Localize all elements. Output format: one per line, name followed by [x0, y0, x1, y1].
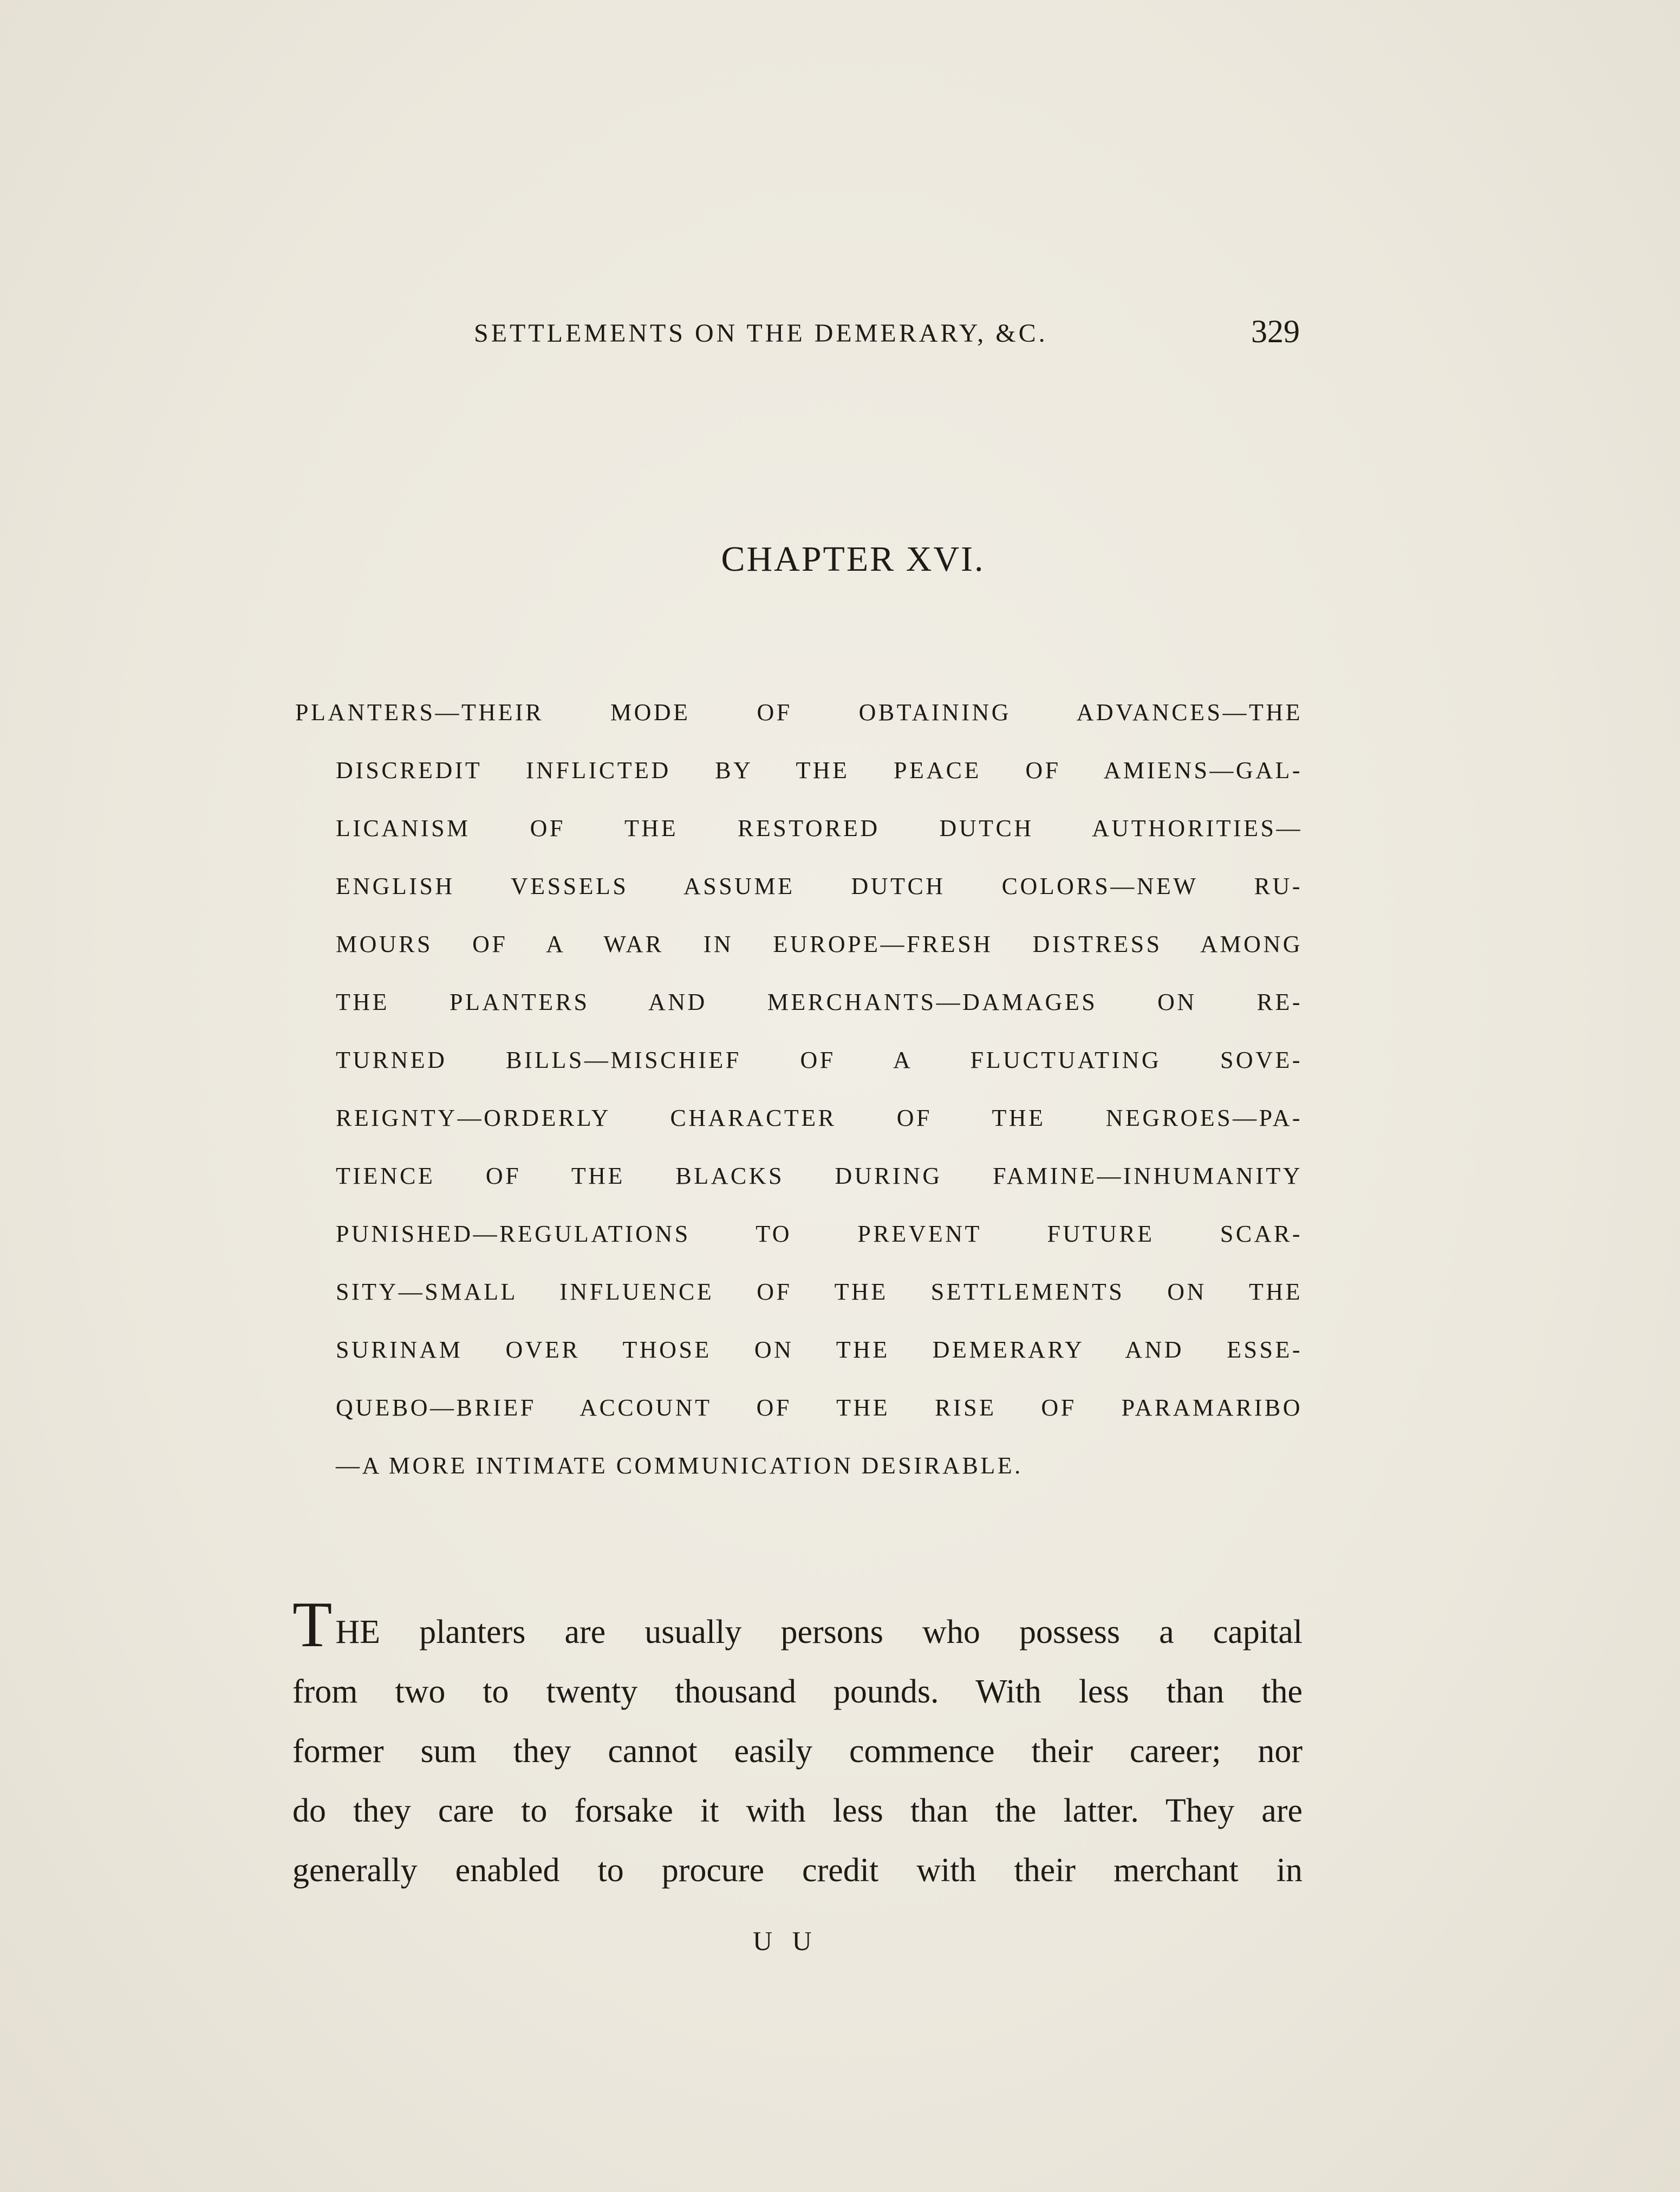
body-line [292, 1588, 1303, 1662]
synopsis-line: SITY—SMALL INFLUENCE OF THE SETTLEMENTS ON THE [336, 1278, 1303, 1305]
synopsis-line: PUNISHED—REGULATIONS TO PREVENT FUTURE SCAR- [336, 1221, 1303, 1247]
body-line: generally enabled to procure credit with their merchant in [292, 1852, 1303, 1889]
synopsis-line: THE PLANTERS AND MERCHANTS—DAMAGES ON RE- [336, 989, 1303, 1015]
body-line: former sum they cannot easily commence their career; nor [292, 1733, 1303, 1770]
body-line: do they care to forsake it with less than the latter. They are [292, 1792, 1303, 1829]
running-head-title: SETTLEMENTS ON THE DEMERARY, &C. [474, 319, 1048, 348]
synopsis-line: QUEBO—BRIEF ACCOUNT OF THE RISE OF PARAMARIBO [336, 1394, 1303, 1421]
body-line: from two to twenty thousand pounds. With less than the [292, 1673, 1303, 1710]
synopsis-line: TIENCE OF THE BLACKS DURING FAMINE—INHUMANITY [336, 1163, 1303, 1189]
chapter-synopsis [295, 683, 1303, 1495]
synopsis-line: TURNED BILLS—MISCHIEF OF A FLUCTUATING SOVE- [336, 1047, 1303, 1073]
signature-mark: U U [753, 1926, 818, 1956]
synopsis-line: PLANTERS—THEIR MODE OF OBTAINING ADVANCES—THE [295, 699, 1303, 726]
synopsis-line: SURINAM OVER THOSE ON THE DEMERARY AND ESSE- [336, 1336, 1303, 1363]
drop-cap: T [292, 1588, 333, 1660]
synopsis-line: ENGLISH VESSELS ASSUME DUTCH COLORS—NEW RU- [336, 873, 1303, 899]
page-number: 329 [1251, 314, 1300, 349]
synopsis-line: DISCREDIT INFLICTED BY THE PEACE OF AMIENS—GAL- [336, 757, 1303, 784]
synopsis-line: —A MORE INTIMATE COMMUNICATION DESIRABLE. [336, 1452, 1023, 1479]
body-line-text: HE planters are usually persons who possess a capital [335, 1614, 1303, 1650]
synopsis-line: REIGNTY—ORDERLY CHARACTER OF THE NEGROES—PA- [336, 1105, 1303, 1131]
body-paragraph [292, 1588, 1303, 1900]
synopsis-line: LICANISM OF THE RESTORED DUTCH AUTHORITIES— [336, 815, 1303, 841]
chapter-heading: CHAPTER XVI. [721, 539, 985, 579]
running-head [474, 313, 1300, 356]
synopsis-line: MOURS OF A WAR IN EUROPE—FRESH DISTRESS AMONG [336, 931, 1303, 957]
